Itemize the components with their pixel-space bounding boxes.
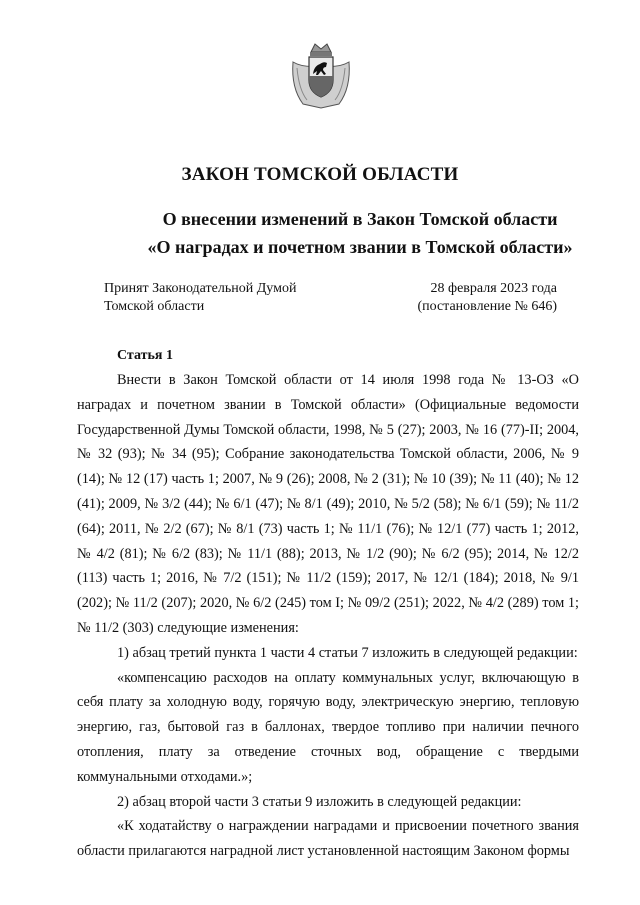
law-subtitle: [40, 205, 640, 261]
adopted-line: Томской области: [104, 299, 205, 314]
article-body: [77, 368, 579, 864]
article-paragraph: Внести в Закон Томской области от 14 июля 1998 года № 13-ОЗ «О наградах и почетном звании в Томской области» (Официальные ведомости Государственной Думы Томской области, 1998, № 5 (27); 2003, № 16 (77)-II; 2004, № 32 (93); № 34 (95); Собрание законодательства Томской области, 2006, № 9 (14); № 12 (17) часть 1; 2007, № 9 (26); 2008, № 2 (31); № 10 (39); № 11 (40); № 12 (41); 2009, № 3/2 (44); № 6/1 (47); № 8/1 (49); 2010, № 5/2 (58); № 6/1 (59); № 11/2 (64); 2011, № 2/2 (67); № 8/1 (73) часть 1; № 11/1 (76); № 12/1 (77) часть 1; 2012, № 4/2 (81); № 6/2 (83); № 11/1 (88); 2013, № 1/2 (90); № 6/2 (95); 2014, № 12/2 (113) часть 1; 2016, № 7/2 (151); № 11/2 (159); 2017, № 12/1 (184); 2018, № 9/1 (202); № 11/2 (207); 2020, № 6/2 (245) том I; № 09/2 (251); 2022, № 4/2 (289) том 1; № 11/2 (303) следующие изменения:: [77, 372, 579, 636]
article-paragraph: 1) абзац третий пункта 1 части 4 статьи 7 изложить в следующей редакции:: [117, 644, 578, 661]
article-paragraph: «компенсацию расходов на оплату коммунальных услуг, включающую в себя плату за холодную воду, горячую воду, электрическую энергию, тепловую энергию, газ, бытовой газ в баллонах, твердое топливо при наличии печного отопления, плату за отведение сточных вод, обращение с твердыми коммунальными отходами.»;: [77, 669, 579, 785]
subtitle-line: О внесении изменений в Закон Томской области: [162, 209, 558, 229]
resolution-number: (постановление № 646): [417, 299, 557, 314]
article-heading: Статья 1: [117, 348, 173, 363]
article-paragraph: 2) абзац второй части 3 статьи 9 изложить в следующей редакции:: [117, 793, 522, 810]
article-paragraph: «К ходатайству о награждении наградами и присвоении почетного звания области прилагаются наградной лист установленной настоящим Законом формы: [77, 818, 579, 860]
adopted-by-block: [104, 280, 296, 316]
law-title: ЗАКОН ТОМСКОЙ ОБЛАСТИ: [181, 164, 459, 185]
subtitle-line: «О наградах и почетном звании в Томской области»: [147, 237, 573, 257]
adoption-date-block: [417, 280, 557, 316]
coat-of-arms-emblem: [289, 40, 353, 110]
adopted-line: Принят Законодательной Думой: [104, 281, 297, 296]
adoption-date: 28 февраля 2023 года: [430, 281, 557, 296]
